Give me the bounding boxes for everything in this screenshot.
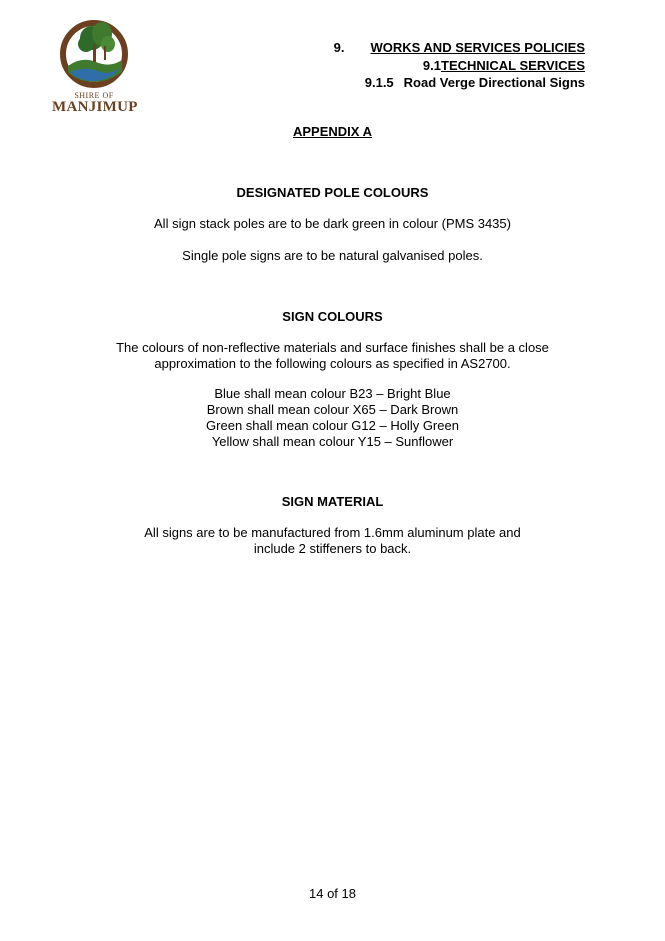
- sign-material-heading: SIGN MATERIAL: [281, 494, 384, 509]
- sign-material-paragraph-line: include 2 stiffeners to back.: [253, 541, 412, 556]
- sign-colours-paragraph-line: approximation to the following colours as specified in AS2700.: [154, 356, 511, 371]
- colour-definition-green: Green shall mean colour G12 – Holly Green: [206, 418, 459, 433]
- shire-logo: [52, 14, 136, 118]
- pole-colours-paragraph-1: All sign stack poles are to be dark green in colour (PMS 3435): [154, 216, 511, 231]
- subsection-title: TECHNICAL SERVICES: [441, 58, 585, 73]
- pole-colours-paragraph-2: Single pole signs are to be natural galvanised poles.: [182, 248, 483, 263]
- section-number: 9.: [333, 40, 345, 55]
- page-number: 14 of 18: [309, 886, 356, 901]
- sign-material-paragraph: [0, 525, 665, 557]
- shire-emblem-icon: [58, 14, 130, 92]
- policy-number: 9.1.5: [364, 75, 394, 90]
- colour-definition-blue: Blue shall mean colour B23 – Bright Blue: [214, 386, 451, 401]
- subsection-number: 9.1: [422, 58, 441, 73]
- header-line-policy: [365, 75, 585, 90]
- sign-colours-paragraph-line: The colours of non-reflective materials and surface finishes shall be a close: [116, 340, 549, 355]
- logo-manjimup-text: MANJIMUP: [52, 99, 138, 115]
- header-line-subsection: [423, 58, 585, 73]
- colour-definitions-list: [0, 386, 665, 450]
- sign-colours-paragraph: [0, 340, 665, 372]
- section-title: WORKS AND SERVICES POLICIES: [370, 40, 585, 55]
- appendix-title: APPENDIX A: [293, 124, 372, 139]
- policy-title: Road Verge Directional Signs: [403, 75, 585, 90]
- colour-definition-brown: Brown shall mean colour X65 – Dark Brown: [206, 402, 459, 417]
- colour-definition-yellow: Yellow shall mean colour Y15 – Sunflower: [211, 434, 454, 449]
- sign-material-paragraph-line: All signs are to be manufactured from 1.6mm aluminum plate and: [144, 525, 521, 540]
- sign-colours-heading: SIGN COLOURS: [282, 309, 383, 324]
- logo-shire-text: SHIRE OF: [74, 91, 114, 100]
- header-line-section: [334, 40, 585, 55]
- pole-colours-heading: DESIGNATED POLE COLOURS: [236, 185, 429, 200]
